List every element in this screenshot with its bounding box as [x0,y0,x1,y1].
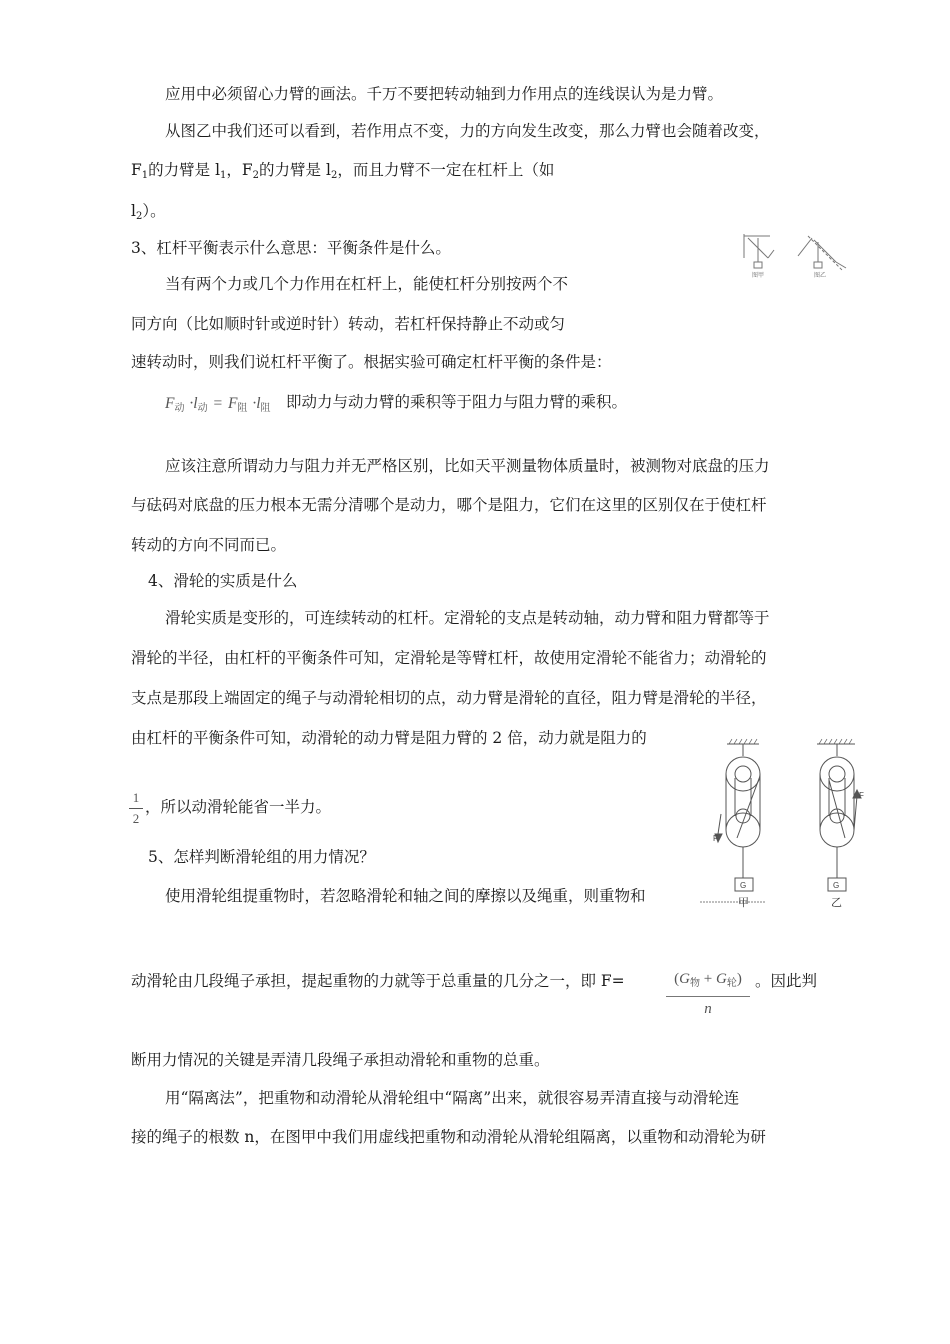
pulley-caption-left: 甲 [738,897,749,908]
text-line: 支点是那段上端固定的绳子与动滑轮相切的点，动力臂是滑轮的直径，阻力臂是滑轮的半径， [131,689,767,707]
math-symbol: F [165,395,175,412]
math-symbol: G [715,971,727,987]
text-line: 从图乙中我们还可以看到，若作用点不变，力的方向发生改变，那么力臂也会随着改变， [165,122,770,140]
text-line: 当有两个力或几个力作用在杠杆上，能使杠杆分别按两个不 [165,275,569,293]
math-subscript: 阻 [260,403,271,414]
math-symbol: l [193,395,198,412]
text-line: 断用力情况的关键是弄清几段绳子承担动滑轮和重物的总重。 [131,1051,550,1069]
text-line: 接的绳子的根数 n，在图甲中我们用虚线把重物和动滑轮从滑轮组隔离，以重物和动滑轮为研 [131,1128,766,1146]
text-line [131,201,166,227]
formula-denominator: n [704,1001,712,1017]
math-symbol: F [227,395,238,412]
subscript: 2 [252,170,260,181]
text-frag: F [131,161,142,179]
fraction-denominator: 2 [132,811,140,826]
fraction-numerator: 1 [132,790,140,805]
text-line: ，所以动滑轮能省一半力。 [145,798,332,816]
section-heading: 4、滑轮的实质是什么 [148,572,298,590]
fraction-one-half [129,790,143,827]
math-subscript: 轮 [726,978,737,989]
math-symbol: l [256,395,261,412]
text-line: 。因此判 [755,972,818,990]
text-frag: l [131,202,136,220]
force-label-left: F [713,834,718,843]
pulley-caption-right: 乙 [831,897,842,908]
math-symbol: · [189,395,194,412]
formula-numerator [666,968,750,995]
text-line: 转动的方向不同而已。 [131,536,287,554]
math-symbol: G [679,971,691,987]
weight-label-right: G [833,881,840,890]
text-line: 同方向（比如顺时针或逆时针）转动，若杠杆保持静止不动或匀 [131,315,566,333]
lever-caption-1: 图甲 [752,273,765,279]
lever-caption-2: 图乙 [814,273,827,279]
subscript: 1 [141,170,149,181]
math-subscript: 动 [174,403,185,414]
text-line: 应用中必须留心力臂的画法。千万不要把转动轴到力作用点的连线误认为是力臂。 [165,85,724,103]
subscript: 2 [330,170,338,181]
text-line: 使用滑轮组提重物时，若忽略滑轮和轴之间的摩擦以及绳重，则重物和 [165,887,646,905]
text-line: 用“隔离法”，把重物和动滑轮从滑轮组中“隔离”出来，就很容易弄清直接与动滑轮连 [165,1089,740,1107]
text-frag: 的力臂是 l [148,161,221,179]
math-subscript: 物 [690,978,701,989]
section-heading: 3、杠杆平衡表示什么意思：平衡条件是什么。 [131,239,451,257]
section-heading: 5、怎样判断滑轮组的用力情况？ [148,848,375,866]
text-line: 与砝码对底盘的压力根本无需分清哪个是动力，哪个是阻力，它们在这里的区别仅在于使杠杆 [131,496,767,514]
math-symbol: ) [736,971,742,987]
force-label-right: F [859,791,864,800]
pulley-force-formula [666,968,750,1021]
math-symbol: = [212,395,223,412]
text-line: 由杠杆的平衡条件可知，动滑轮的动力臂是阻力臂的 2 倍，动力就是阻力的 [131,729,647,747]
pulley-figure [695,738,870,908]
text-frag: ）。 [142,202,166,220]
lever-figure [738,228,858,280]
text-line: 速转动时，则我们说杠杆平衡了。根据实验可确定杠杆平衡的条件是： [131,353,612,371]
math-symbol: ( [674,971,680,987]
text-line: 动滑轮由几段绳子承担，提起重物的力就等于总重量的几分之一，即 F= [131,972,625,990]
math-symbol: · [252,395,257,412]
lever-balance-formula [165,393,271,419]
subscript: 2 [135,211,143,222]
math-subscript: 阻 [237,403,248,414]
math-subscript: 动 [197,403,208,414]
text-frag: ，而且力臂不一定在杠杆上（如 [337,161,555,179]
text-line: 滑轮的半径，由杠杆的平衡条件可知，定滑轮是等臂杠杆，故使用定滑轮不能省力；动滑轮的 [131,649,767,667]
text-line: 即动力与动力臂的乘积等于阻力与阻力臂的乘积。 [286,393,628,411]
subscript: 1 [220,170,227,181]
text-line: 应该注意所谓动力与阻力并无严格区别，比如天平测量物体质量时，被测物对底盘的压力 [165,457,770,475]
fraction-bar [129,808,143,809]
text-line [131,160,554,186]
math-symbol: + [703,971,713,987]
text-frag: ，F [226,161,253,179]
text-line: 滑轮实质是变形的，可连续转动的杠杆。定滑轮的支点是转动轴，动力臂和阻力臂都等于 [165,609,770,627]
weight-label-left: G [740,881,747,890]
text-frag: 的力臂是 l [259,161,331,179]
